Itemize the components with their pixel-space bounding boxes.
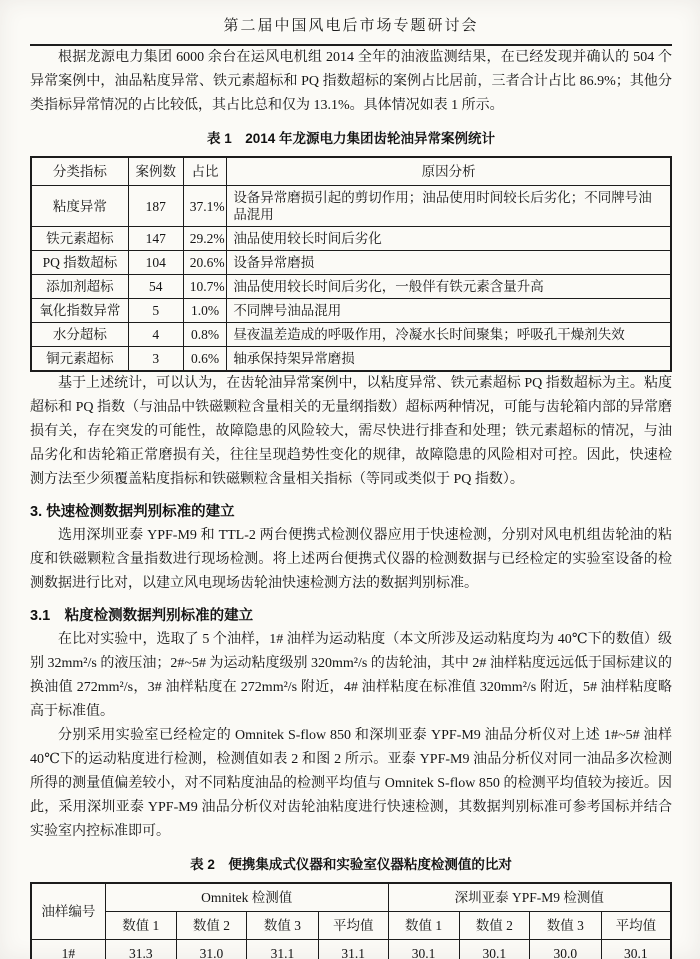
- group-header-omnitek: Omnitek 检测值: [105, 883, 388, 912]
- paragraph-oil-samples: 在比对实验中，选取了 5 个油样，1# 油样为运动粘度（本文所涉及运动粘度均为 40℃下的数值）级别 32mm²/s 的液压油；2#~5# 为运动粘度级别 320mm²/s 的齿轮油，其中 2# 油样粘度远远低于国标建议的换油值 272mm²/s，3# 油样粘度在 272mm²/s 附近，4# 油样粘度在标准值 320mm²/s 附近，5# 油样粘度略高于标准值。: [30, 632, 672, 719]
- corner-header-sample-id: 油样编号: [31, 883, 105, 940]
- table-row: [31, 299, 671, 323]
- cell-value: 30.1: [388, 940, 459, 959]
- table2-group-header-row: [31, 883, 671, 912]
- table-row: [31, 323, 671, 347]
- cell-cases: 147: [128, 227, 183, 251]
- cell-reason: 油品使用较长时间后劣化: [227, 227, 671, 251]
- cell-pct: 1.0%: [183, 299, 227, 323]
- cell-indicator: 添加剂超标: [31, 275, 128, 299]
- table-row: [31, 940, 671, 959]
- section-3-heading: 3. 快速检测数据判别标准的建立: [30, 504, 235, 520]
- section-3-1-heading: 3.1 粘度检测数据判别标准的建立: [30, 608, 254, 624]
- cell-indicator: PQ 指数超标: [31, 251, 128, 275]
- cell-pct: 0.8%: [183, 323, 227, 347]
- table-row: [31, 275, 671, 299]
- cell-value: 31.3: [105, 940, 176, 959]
- cell-pct: 10.7%: [183, 275, 227, 299]
- col-header-pct: 占比: [183, 157, 227, 186]
- sub-header-value3: 数值 3: [247, 912, 319, 940]
- sub-header-value1: 数值 1: [388, 912, 459, 940]
- cell-sample-id: 1#: [31, 940, 105, 959]
- table-row: [31, 347, 671, 372]
- col-header-indicator: 分类指标: [31, 157, 128, 186]
- cell-reason: 设备异常磨损: [227, 251, 671, 275]
- cell-indicator: 铁元素超标: [31, 227, 128, 251]
- table1-header-row: [31, 157, 671, 186]
- paragraph-viscosity-comparison: 分别采用实验室已经检定的 Omnitek S-flow 850 和深圳亚泰 YPF-M9 油品分析仪对上述 1#~5# 油样 40℃下的运动粘度进行检测，检测值如表 2 和图 2 所示。亚泰 YPF-M9 油品分析仪对同一油品多次检测所得的测量值偏差较小，对不同粘度油品的检测平均值与 Omnitek S-flow 850 的检测平均值较为接近。因此，采用深圳亚泰 YPF-M9 油品分析仪对齿轮油粘度进行快速检测，其数据判别标准可参考国标并结合实验室内控标准即可。: [30, 728, 672, 839]
- sub-header-value2: 数值 2: [176, 912, 246, 940]
- cell-cases: 4: [128, 323, 183, 347]
- sub-header-average: 平均值: [601, 912, 671, 940]
- conference-title: 第二届中国风电后市场专题研讨会: [223, 18, 479, 34]
- cell-reason: 不同牌号油品混用: [227, 299, 671, 323]
- paragraph-instruments: 选用深圳亚泰 YPF-M9 和 TTL-2 两台便携式检测仪器应用于快速检测，分别对风电机组齿轮油的粘度和铁磁颗粒含量指数进行现场检测。将上述两台便携式仪器的检测数据与已经检定的实验室设备的检测数据进行比对，以建立风电现场齿轮油快速检测方法的数据判别标准。: [30, 528, 672, 591]
- table1-anomaly-statistics: [30, 156, 672, 372]
- cell-pct: 37.1%: [183, 186, 227, 227]
- cell-pct: 0.6%: [183, 347, 227, 372]
- cell-indicator: 粘度异常: [31, 186, 128, 227]
- col-header-cases: 案例数: [128, 157, 183, 186]
- cell-reason: 轴承保持架异常磨损: [227, 347, 671, 372]
- cell-value: 30.0: [530, 940, 602, 959]
- paragraph-analysis: 基于上述统计，可以认为，在齿轮油异常案例中，以粘度异常、铁元素超标 PQ 指数超标为主。粘度超标和 PQ 指数（与油品中铁磁颗粒含量相关的无量纲指数）超标两种情况，可能与齿轮箱内部的异常磨损有关，存在突发的可能性，故障隐患的风险较大，需尽快进行排查和处理；铁元素超标的情况，与油品劣化和齿轮箱正常磨损有关，往往呈现趋势性变化的规律，故障隐患的风险相对可控。因此，快速检测方法至少须覆盖粘度指标和铁磁颗粒含量相关指标（等同或类似于 PQ 指数）。: [30, 376, 672, 487]
- sub-header-average: 平均值: [318, 912, 388, 940]
- cell-pct: 20.6%: [183, 251, 227, 275]
- cell-value: 31.1: [318, 940, 388, 959]
- cell-value: 30.1: [459, 940, 529, 959]
- cell-cases: 54: [128, 275, 183, 299]
- cell-cases: 187: [128, 186, 183, 227]
- cell-reason: 昼夜温差造成的呼吸作用，冷凝水长时间聚集；呼吸孔干燥剂失效: [227, 323, 671, 347]
- sub-header-value1: 数值 1: [105, 912, 176, 940]
- cell-cases: 5: [128, 299, 183, 323]
- cell-cases: 104: [128, 251, 183, 275]
- sub-header-value3: 数值 3: [530, 912, 602, 940]
- cell-pct: 29.2%: [183, 227, 227, 251]
- table2-viscosity-comparison: [30, 882, 672, 959]
- cell-value: 30.1: [601, 940, 671, 959]
- table2-sub-header-row: [31, 912, 671, 940]
- cell-reason: 油品使用较长时间后劣化，一般伴有铁元素含量升高: [227, 275, 671, 299]
- table-row: [31, 227, 671, 251]
- paragraph-statistics-intro: 根据龙源电力集团 6000 余台在运风电机组 2014 全年的油液监测结果，在已经发现并确认的 504 个异常案例中，油品粘度异常、铁元素超标和 PQ 指数超标的案例占比居前，三者合计占比 86.9%；其他分类指标异常情况的占比较低，其占比总和仅为 13.1%。具体情况如表 1 所示。: [30, 50, 672, 113]
- cell-indicator: 氧化指数异常: [31, 299, 128, 323]
- cell-reason: 设备异常磨损引起的剪切作用；油品使用时间较长后劣化；不同牌号油品混用: [227, 186, 671, 227]
- cell-value: 31.1: [247, 940, 319, 959]
- table-row: [31, 251, 671, 275]
- table-row: [31, 186, 671, 227]
- cell-value: 31.0: [176, 940, 246, 959]
- cell-cases: 3: [128, 347, 183, 372]
- sub-header-value2: 数值 2: [459, 912, 529, 940]
- group-header-ypf-m9: 深圳亚泰 YPF-M9 检测值: [388, 883, 671, 912]
- col-header-reason: 原因分析: [227, 157, 671, 186]
- cell-indicator: 铜元素超标: [31, 347, 128, 372]
- table1-caption: 表 1 2014 年龙源电力集团齿轮油异常案例统计: [206, 131, 496, 146]
- table2-caption: 表 2 便携集成式仪器和实验室仪器粘度检测值的比对: [190, 857, 512, 872]
- cell-indicator: 水分超标: [31, 323, 128, 347]
